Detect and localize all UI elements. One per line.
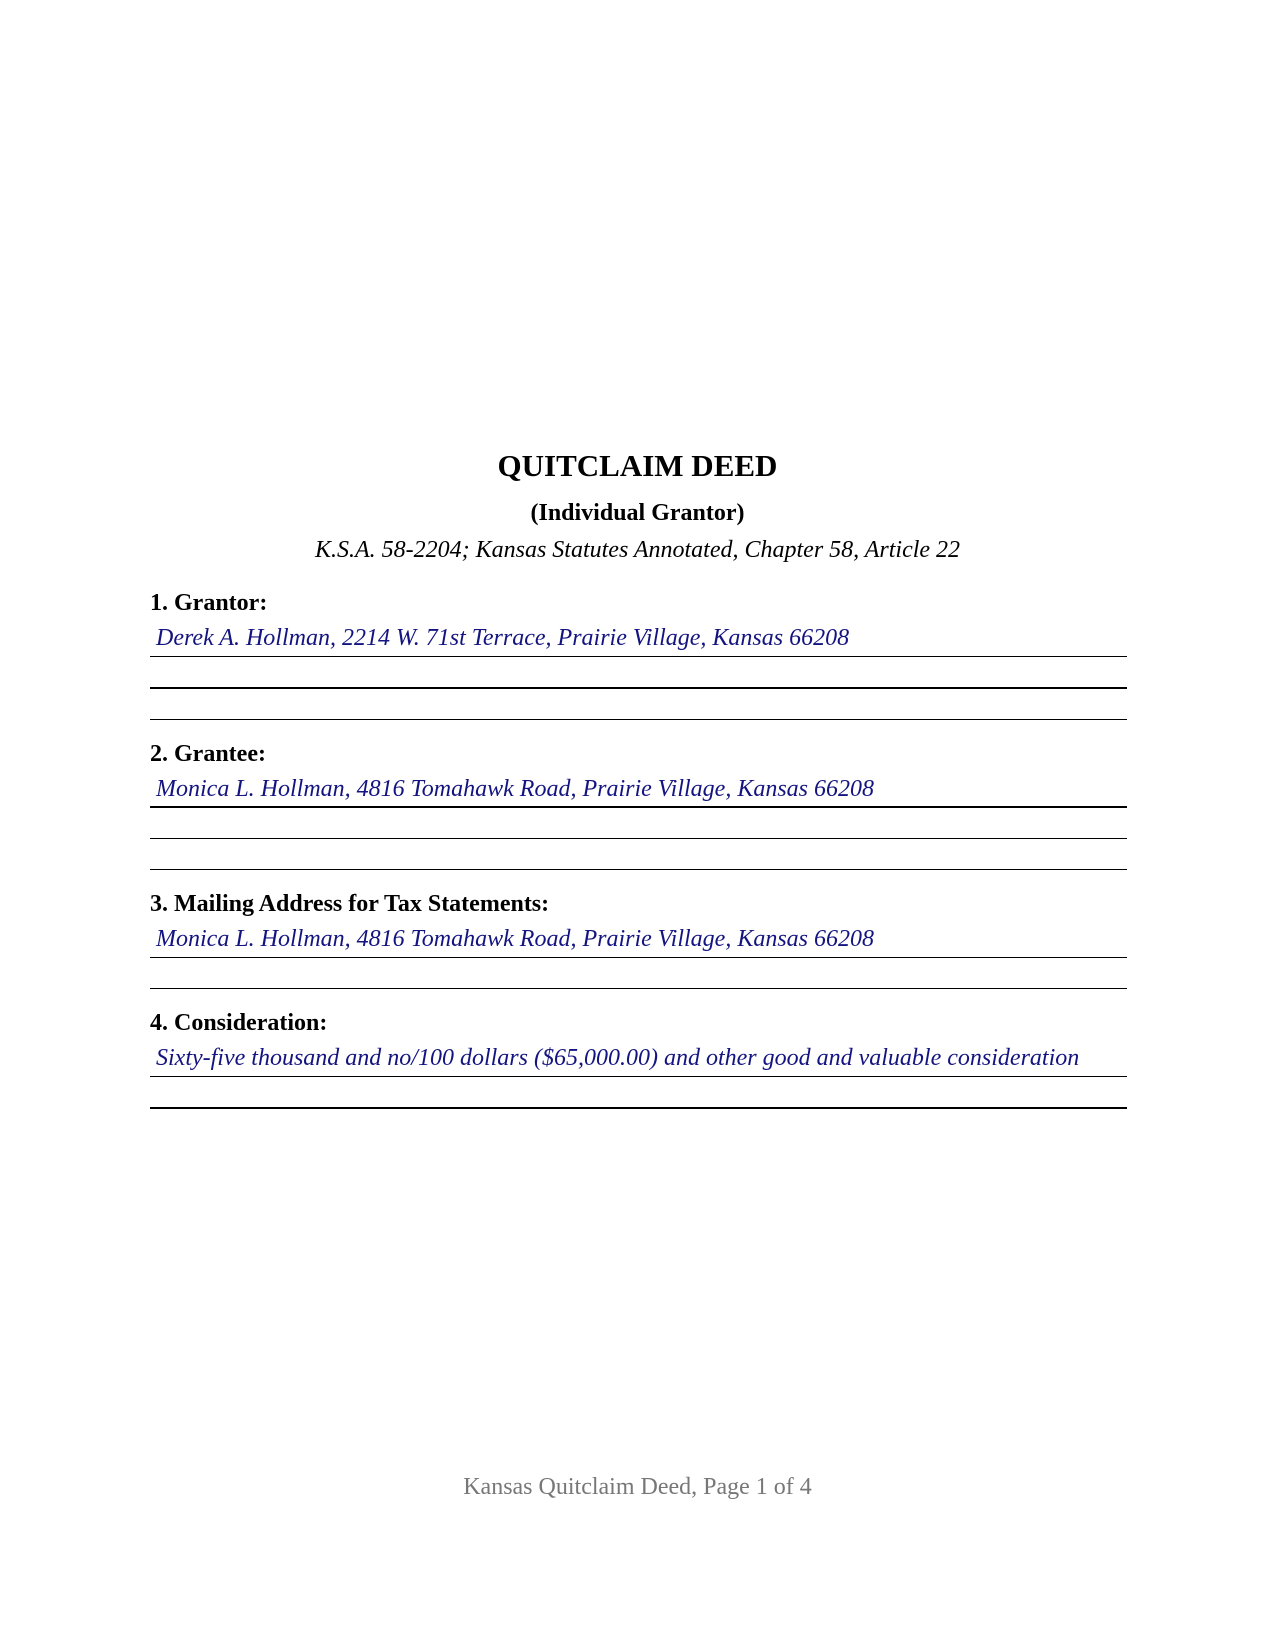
grantee-value[interactable]: Monica L. Hollman, 4816 Tomahawk Road, Prairie Village, Kansas 66208 [156, 776, 875, 802]
grantor-line-3 [150, 719, 1127, 720]
consideration-line-2 [150, 1107, 1127, 1109]
grantee-label: 2. Grantee: [150, 741, 266, 767]
grantee-line-1 [150, 806, 1127, 808]
mailing-address-label: 3. Mailing Address for Tax Statements: [150, 891, 550, 917]
mailing-address-line-2 [150, 988, 1127, 989]
grantor-value[interactable]: Derek A. Hollman, 2214 W. 71st Terrace, Prairie Village, Kansas 66208 [156, 625, 850, 651]
grantor-line-2 [150, 687, 1127, 689]
document-title: QUITCLAIM DEED [497, 448, 778, 483]
grantor-label: 1. Grantor: [150, 590, 268, 616]
consideration-value[interactable]: Sixty-five thousand and no/100 dollars ($65,000.00) and other good and valuable consideration [156, 1045, 1080, 1071]
grantee-line-3 [150, 869, 1127, 870]
page-footer: Kansas Quitclaim Deed, Page 1 of 4 [463, 1474, 812, 1500]
statute-citation: K.S.A. 58-2204; Kansas Statutes Annotated, Chapter 58, Article 22 [314, 537, 961, 563]
document-subtitle: (Individual Grantor) [530, 500, 745, 526]
grantee-line-2 [150, 838, 1127, 839]
consideration-label: 4. Consideration: [150, 1010, 328, 1036]
mailing-address-line-1 [150, 957, 1127, 958]
mailing-address-value[interactable]: Monica L. Hollman, 4816 Tomahawk Road, Prairie Village, Kansas 66208 [156, 926, 875, 952]
consideration-line-1 [150, 1076, 1127, 1077]
grantor-line-1 [150, 656, 1127, 657]
